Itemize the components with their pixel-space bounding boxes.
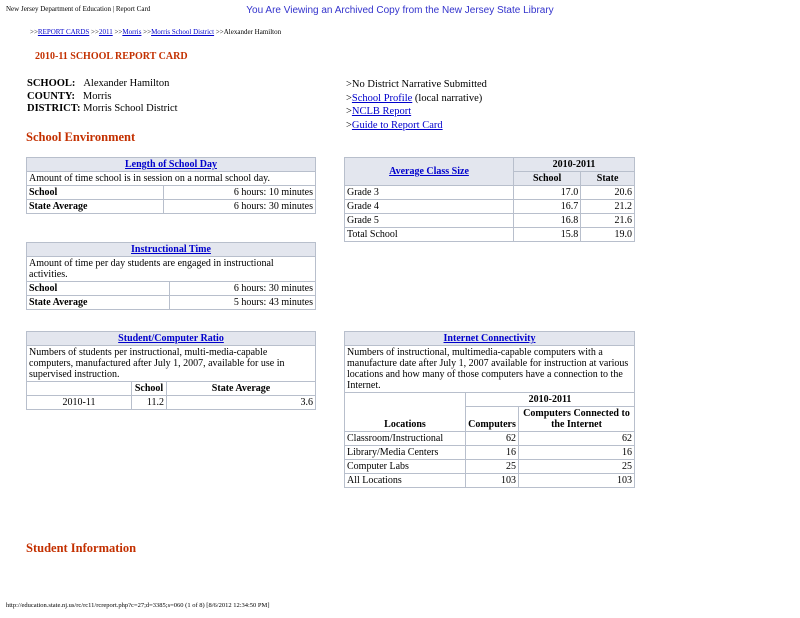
col-state-average: State Average <box>167 382 316 396</box>
row-state: 21.2 <box>581 200 635 214</box>
row-computers: 103 <box>466 474 519 488</box>
row-state: 21.6 <box>581 214 635 228</box>
breadcrumb-report-cards[interactable]: REPORT CARDS <box>37 28 90 36</box>
row-connected: 16 <box>519 446 635 460</box>
row-label: School <box>27 186 164 200</box>
row-value: 6 hours: 30 minutes <box>170 282 316 296</box>
page-footer-url: http://education.state.nj.us/rc/rc11/rcreport.php?c=27;d=3385;s=060 (1 of 8) [8/6/2012 12:34:50 PM] <box>6 602 270 609</box>
table-row <box>345 474 635 488</box>
link-prefix: > <box>346 79 352 90</box>
row-label: Grade 5 <box>345 214 514 228</box>
row-computers: 25 <box>466 460 519 474</box>
breadcrumb-2011[interactable]: 2011 <box>98 28 113 36</box>
row-connected: 103 <box>519 474 635 488</box>
table-row <box>345 446 635 460</box>
row-label: State Average <box>27 296 170 310</box>
row-value: 6 hours: 10 minutes <box>164 186 316 200</box>
table-header <box>345 158 514 186</box>
table-description: Amount of time per day students are engaged in instructional activities. <box>27 257 316 282</box>
row-connected: 62 <box>519 432 635 446</box>
col-school: School <box>514 172 581 186</box>
table-row <box>345 214 635 228</box>
table-header <box>27 158 316 172</box>
row-label: Grade 4 <box>345 200 514 214</box>
school-profile-link[interactable]: School Profile <box>351 92 413 104</box>
internet-connectivity-link[interactable]: Internet Connectivity <box>443 333 536 344</box>
empty-header-cell <box>27 382 132 396</box>
table-description: Numbers of students per instructional, multi-media-capable computers, manufactured after July 1, 2007, available for use in supervised instruction. <box>27 346 316 382</box>
table-header-row <box>27 382 316 396</box>
row-year: 2010-11 <box>27 396 132 410</box>
row-value: 6 hours: 30 minutes <box>164 200 316 214</box>
col-locations: Locations <box>345 393 466 432</box>
row-value: 5 hours: 43 minutes <box>170 296 316 310</box>
table-description: Amount of time school is in session on a normal school day. <box>27 172 316 186</box>
school-info <box>27 78 178 116</box>
archive-notice: You Are Viewing an Archived Copy from the New Jersey State Library <box>246 5 554 16</box>
guide-link[interactable]: Guide to Report Card <box>351 119 443 131</box>
row-label: School <box>27 282 170 296</box>
table-row <box>27 282 316 296</box>
table-header <box>345 332 635 346</box>
instructional-time-link[interactable]: Instructional Time <box>131 244 211 255</box>
link-prefix: > <box>346 119 352 131</box>
row-label: All Locations <box>345 474 466 488</box>
table-row <box>27 200 316 214</box>
row-computers: 16 <box>466 446 519 460</box>
county-label: COUNTY: <box>27 90 76 102</box>
row-label: Grade 3 <box>345 186 514 200</box>
breadcrumb-sep: >> <box>215 28 224 36</box>
county-name: Morris <box>82 90 112 102</box>
row-state: 3.6 <box>167 396 316 410</box>
length-of-day-table <box>26 157 316 214</box>
table-row <box>27 186 316 200</box>
breadcrumb <box>30 28 281 36</box>
average-class-size-link[interactable]: Average Class Size <box>389 166 469 177</box>
school-label: SCHOOL: <box>27 78 76 89</box>
breadcrumb-sep: >> <box>143 28 152 36</box>
link-prefix: > <box>346 92 352 104</box>
section-school-environment: School Environment <box>26 130 136 144</box>
narrative-text: No District Narrative Submitted <box>351 79 487 90</box>
row-label: Computer Labs <box>345 460 466 474</box>
table-row <box>27 396 316 410</box>
breadcrumb-current: Alexander Hamilton <box>223 28 282 36</box>
section-student-information: Student Information <box>26 541 137 555</box>
row-label: Library/Media Centers <box>345 446 466 460</box>
row-school: 16.8 <box>514 214 581 228</box>
row-school: 15.8 <box>514 228 581 242</box>
row-state: 20.6 <box>581 186 635 200</box>
row-label: Classroom/Instructional <box>345 432 466 446</box>
student-computer-ratio-table <box>26 331 316 410</box>
profile-suffix: (local narrative) <box>412 92 483 104</box>
table-description: Numbers of instructional, multimedia-capable computers with a manufacture date after July 1, 2007 available for instruction at various locations and how many of those computers have a connection to the Internet. <box>345 346 635 393</box>
average-class-size-table <box>344 157 635 242</box>
district-name: Morris School District <box>83 103 178 114</box>
row-computers: 62 <box>466 432 519 446</box>
table-header <box>27 332 316 346</box>
table-row <box>345 228 635 242</box>
col-computers: Computers <box>466 407 519 432</box>
row-state: 19.0 <box>581 228 635 242</box>
length-of-day-link[interactable]: Length of School Day <box>125 159 217 170</box>
table-row <box>27 296 316 310</box>
nclb-report-link[interactable]: NCLB Report <box>351 106 412 117</box>
row-connected: 25 <box>519 460 635 474</box>
breadcrumb-sep: >> <box>91 28 99 36</box>
col-school: School <box>132 382 167 396</box>
table-row <box>345 432 635 446</box>
row-label: Total School <box>345 228 514 242</box>
col-state: State <box>581 172 635 186</box>
row-school: 17.0 <box>514 186 581 200</box>
table-row <box>345 460 635 474</box>
side-links <box>346 78 487 132</box>
year-header: 2010-2011 <box>466 393 635 407</box>
breadcrumb-sep: >> <box>114 28 123 36</box>
table-row <box>345 186 635 200</box>
table-row <box>345 200 635 214</box>
student-computer-ratio-link[interactable]: Student/Computer Ratio <box>118 333 224 344</box>
school-name: Alexander Hamilton <box>83 78 170 89</box>
row-label: State Average <box>27 200 164 214</box>
breadcrumb-district[interactable]: Morris School District <box>151 28 215 36</box>
breadcrumb-sep: >> <box>30 28 38 36</box>
link-prefix: > <box>346 106 352 117</box>
row-school: 11.2 <box>132 396 167 410</box>
report-title: 2010-11 SCHOOL REPORT CARD <box>35 51 188 62</box>
col-connected: Computers Connected to the Internet <box>519 407 635 432</box>
internet-connectivity-table <box>344 331 635 488</box>
district-label: DISTRICT: <box>27 103 81 114</box>
row-school: 16.7 <box>514 200 581 214</box>
instructional-time-table <box>26 242 316 310</box>
breadcrumb-county[interactable]: Morris <box>122 28 142 36</box>
year-header: 2010-2011 <box>514 158 635 172</box>
table-header <box>27 243 316 257</box>
page-header-text: New Jersey Department of Education | Report Card <box>6 5 151 13</box>
